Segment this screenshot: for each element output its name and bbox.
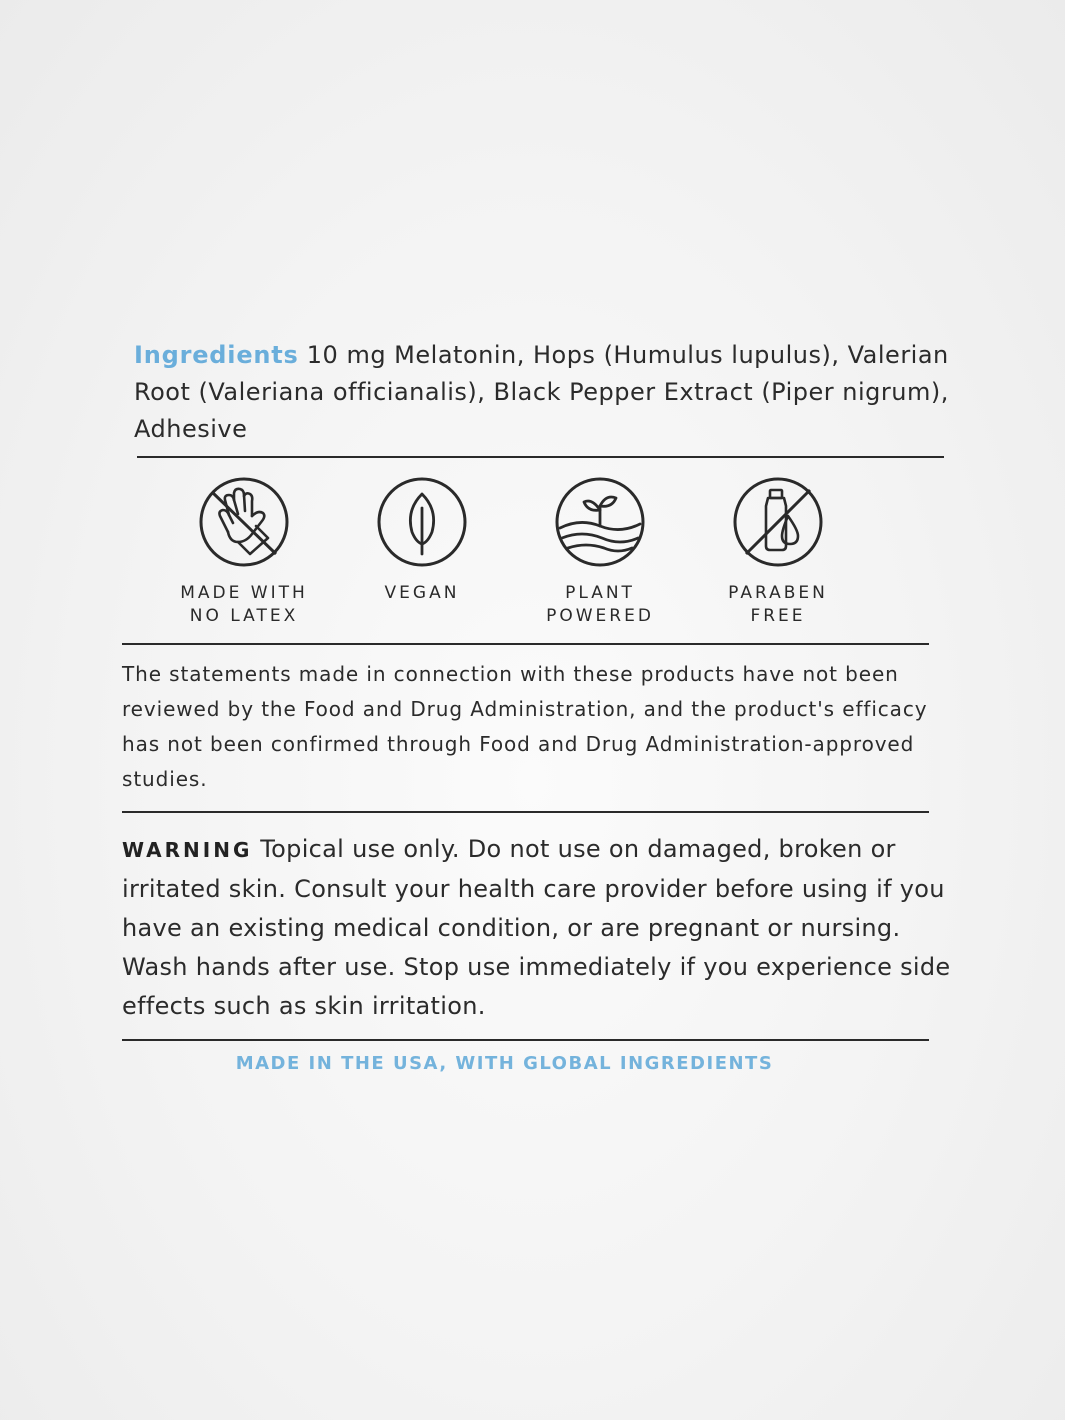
badge-plant-powered-line2: POWERED bbox=[546, 606, 654, 626]
divider-warning bbox=[122, 1039, 929, 1041]
divider-statement bbox=[122, 811, 929, 813]
badge-plant-powered bbox=[510, 476, 690, 628]
badge-plant-powered-caption bbox=[510, 582, 690, 628]
divider-badges bbox=[122, 643, 929, 645]
badge-vegan-caption bbox=[332, 582, 512, 605]
divider-ingredients bbox=[137, 456, 944, 458]
leaf-icon bbox=[376, 476, 468, 568]
ingredients-label: Ingredients bbox=[134, 341, 299, 369]
sprout-icon bbox=[554, 476, 646, 568]
ingredients-paragraph bbox=[134, 337, 954, 448]
badge-paraben-free-line1: PARABEN bbox=[728, 583, 828, 603]
badge-paraben-free-caption bbox=[688, 582, 868, 628]
badge-no-latex-line1: MADE WITH bbox=[180, 583, 308, 603]
badge-plant-powered-line1: PLANT bbox=[565, 583, 635, 603]
warning-label: WARNING bbox=[122, 838, 253, 862]
badge-no-latex-line2: NO LATEX bbox=[189, 606, 299, 626]
made-in-usa-footer: MADE IN THE USA, WITH GLOBAL INGREDIENTS bbox=[235, 1053, 774, 1074]
ingredients-text: 10 mg Melatonin, Hops (Humulus lupulus), Valerian Root (Valeriana officianalis), Black Pepper Extract (Piper nigrum), Adhesive bbox=[134, 341, 949, 443]
badge-no-latex bbox=[154, 476, 334, 628]
badge-no-latex-caption bbox=[154, 582, 334, 628]
badge-vegan-line1: VEGAN bbox=[384, 583, 460, 603]
no-paraben-bottle-icon bbox=[732, 476, 824, 568]
badge-vegan bbox=[332, 476, 512, 605]
badge-paraben-free bbox=[688, 476, 868, 628]
badge-paraben-free-line2: FREE bbox=[750, 606, 806, 626]
fda-statement: The statements made in connection with these products have not been reviewed by the Food and Drug Administration, and the product's efficacy has not been confirmed through Food and Drug Administration-approved studies. bbox=[122, 662, 928, 791]
warning-text: Topical use only. Do not use on damaged, broken or irritated skin. Consult your health care provider before using if you have an existing medical condition, or are pregnant or nursing. Wash hands after use. Stop use immediately if you experience side effects such as skin irritation. bbox=[122, 835, 951, 1020]
warning-paragraph bbox=[122, 830, 952, 1026]
badge-row bbox=[150, 476, 870, 636]
no-latex-glove-icon bbox=[198, 476, 290, 568]
